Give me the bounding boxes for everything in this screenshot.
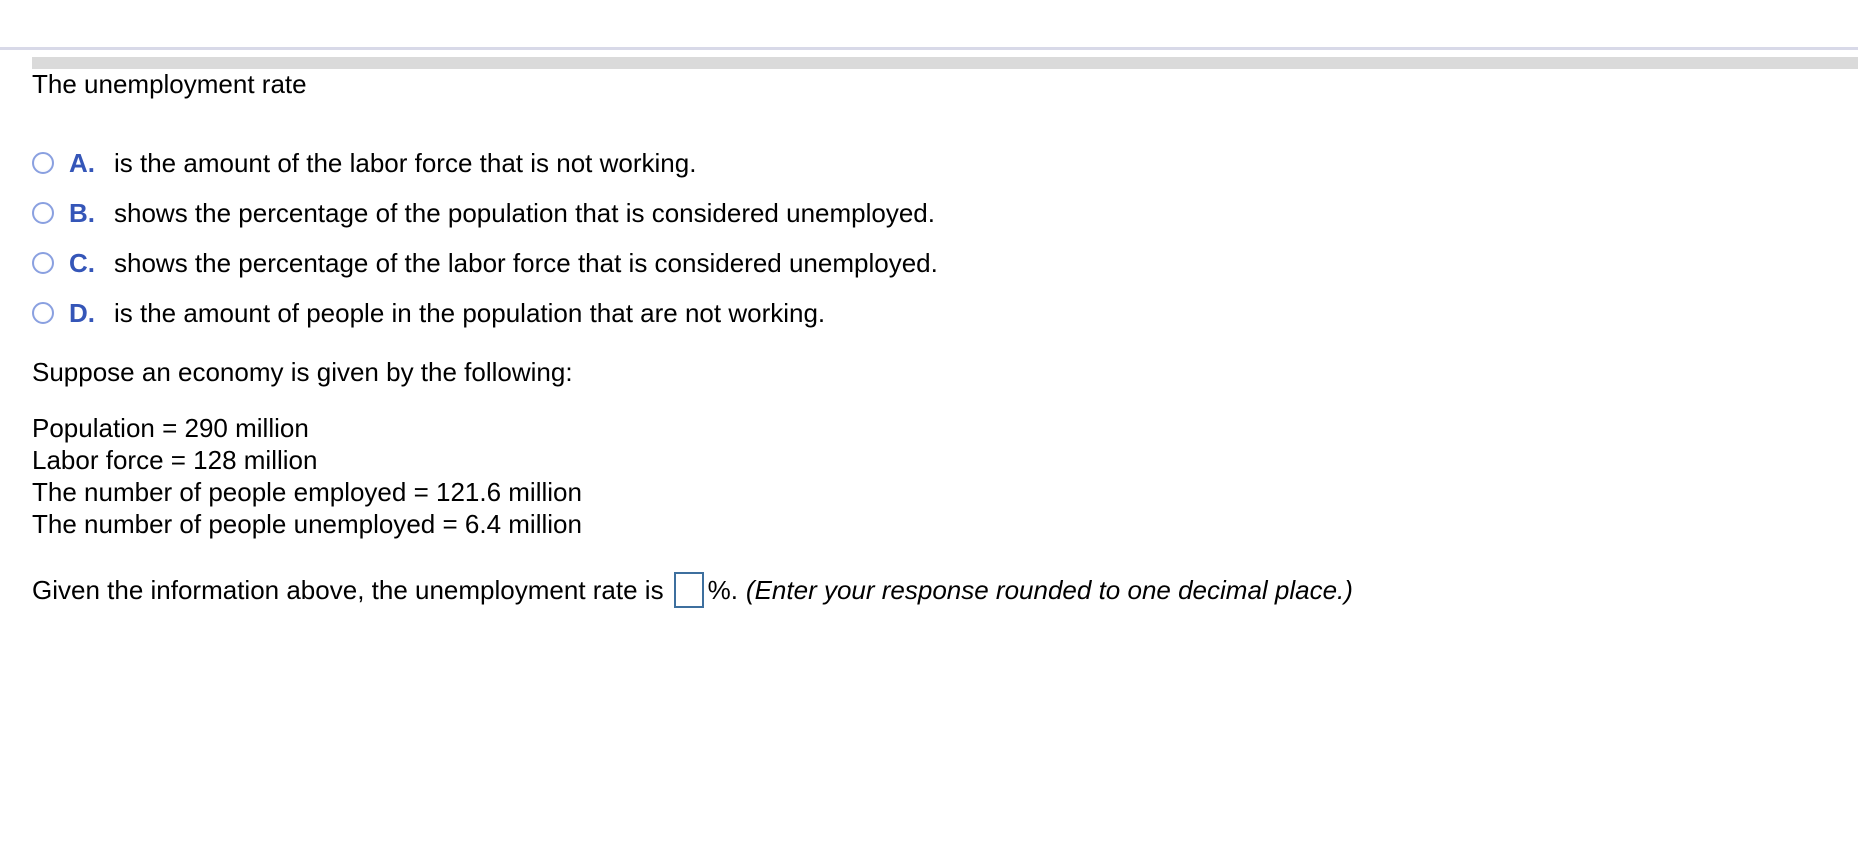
- option-b[interactable]: [32, 188, 1832, 238]
- question-content: [32, 68, 1832, 610]
- radio-button-icon[interactable]: [32, 302, 54, 324]
- scenario-facts: [32, 412, 1832, 540]
- answer-options: [32, 138, 1832, 338]
- fact-labor-force: Labor force = 128 million: [32, 445, 318, 475]
- option-d[interactable]: [32, 288, 1832, 338]
- radio-button-icon[interactable]: [32, 152, 54, 174]
- top-divider: [0, 47, 1858, 50]
- option-c[interactable]: [32, 238, 1832, 288]
- option-letter: C.: [69, 248, 95, 278]
- answer-line: [32, 570, 1832, 610]
- answer-prefix: Given the information above, the unemployment rate is: [32, 575, 664, 605]
- fact-population: Population = 290 million: [32, 413, 309, 443]
- unemployment-rate-input[interactable]: [674, 572, 704, 608]
- answer-instruction: (Enter your response rounded to one decimal place.): [745, 575, 1353, 605]
- percent-suffix: %.: [707, 575, 738, 605]
- option-a[interactable]: [32, 138, 1832, 188]
- option-text: is the amount of the labor force that is not working.: [114, 148, 697, 178]
- option-letter: B.: [69, 198, 95, 228]
- option-letter: D.: [69, 298, 95, 328]
- option-text: shows the percentage of the labor force that is considered unemployed.: [114, 248, 938, 278]
- fact-employed: The number of people employed = 121.6 million: [32, 477, 582, 507]
- radio-button-icon[interactable]: [32, 252, 54, 274]
- option-text: is the amount of people in the population that are not working.: [114, 298, 826, 328]
- option-text: shows the percentage of the population that is considered unemployed.: [114, 198, 935, 228]
- radio-button-icon[interactable]: [32, 202, 54, 224]
- question-prompt: The unemployment rate: [32, 69, 307, 99]
- fact-unemployed: The number of people unemployed = 6.4 million: [32, 509, 582, 539]
- option-letter: A.: [69, 148, 95, 178]
- scenario-intro: Suppose an economy is given by the following:: [32, 357, 573, 387]
